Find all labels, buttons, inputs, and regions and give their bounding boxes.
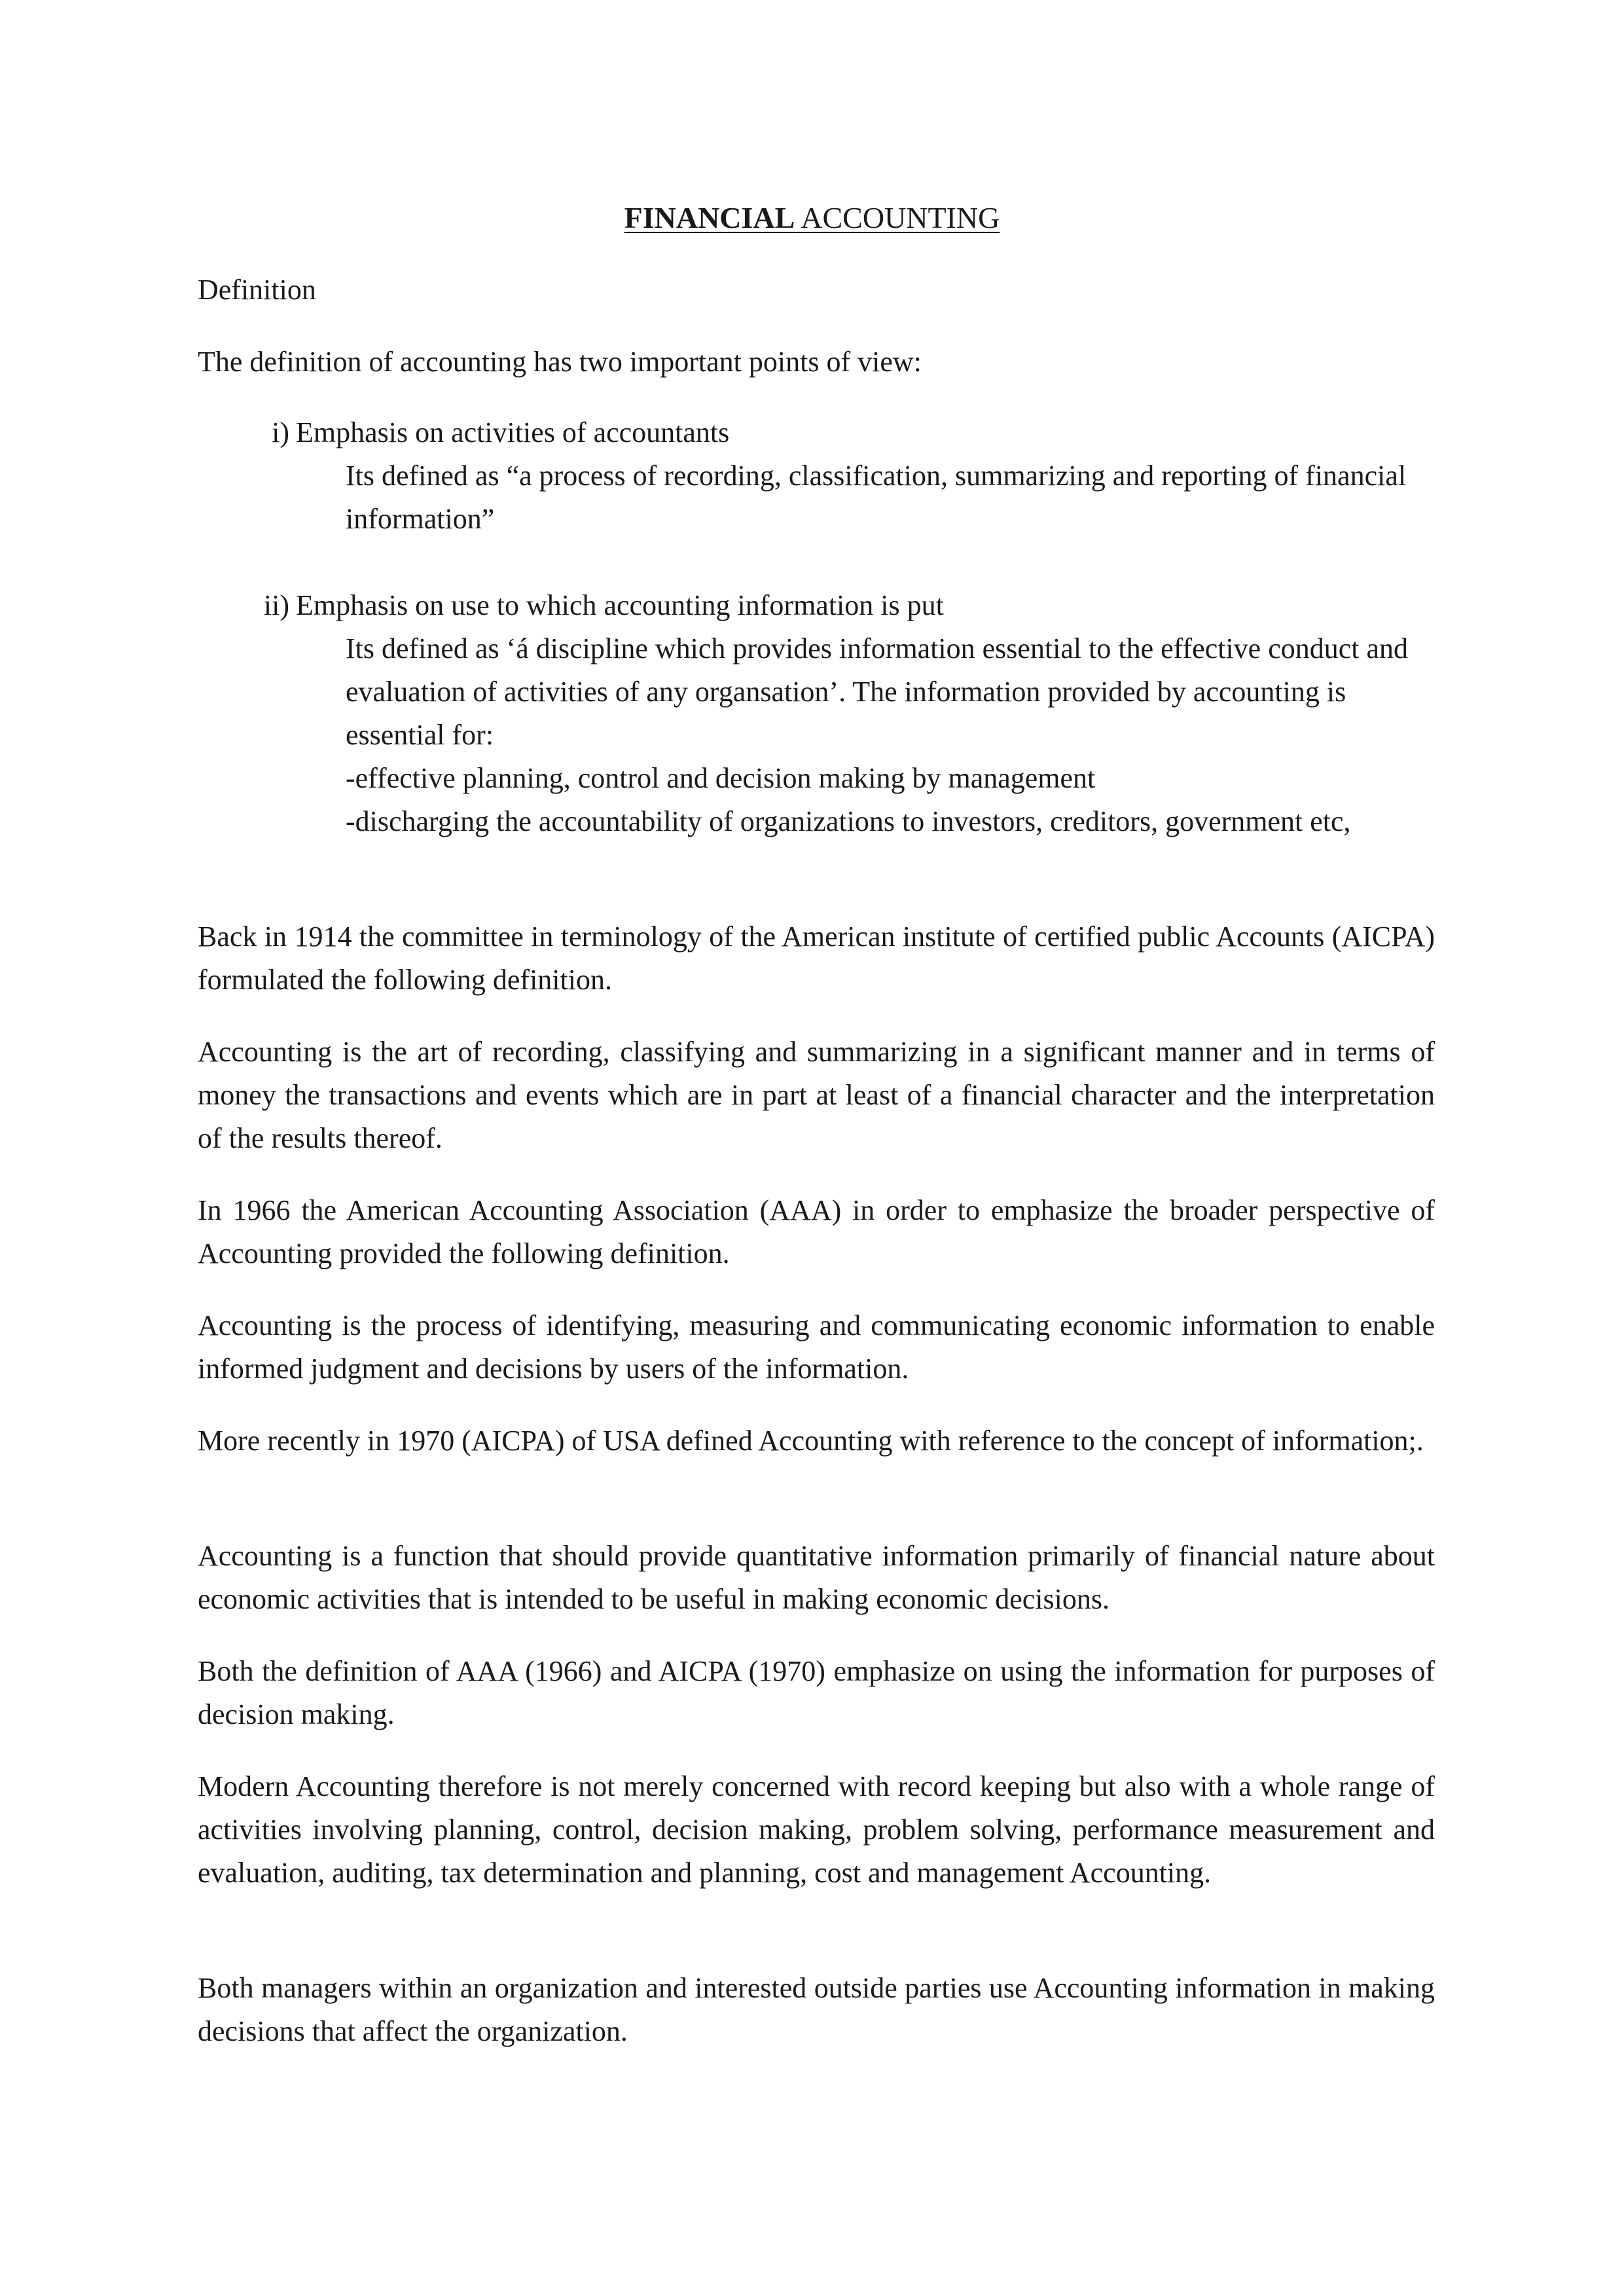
page-title (0, 196, 1624, 240)
intro-paragraph: The definition of accounting has two important points of view: (198, 346, 922, 378)
body-paragraph: Back in 1914 the committee in terminology of the American institute of certified public Accounts (AICPA) formulated the following definition. (198, 920, 1435, 996)
list-marker-2: ii) (263, 589, 289, 621)
body-paragraph: Accounting is the process of identifying, measuring and communicating economic information to enable informed judgment and decisions by users of the information. (198, 1309, 1435, 1385)
list-item-2-line: -discharging the accountability of organizations to investors, creditors, government etc, (346, 805, 1351, 837)
list-item-2-heading: Emphasis on use to which accounting information is put (296, 589, 944, 621)
body-paragraph: More recently in 1970 (AICPA) of USA defined Accounting with reference to the concept of information;. (198, 1425, 1424, 1457)
body-paragraph: Accounting is a function that should provide quantitative information primarily of financial nature about economic activities that is intended to be useful in making economic decisions. (198, 1540, 1435, 1615)
list-item-2-line: Its defined as ‘á discipline which provides information essential to the effective conduct and evaluation of activities of any organsation’. The information provided by accounting is essential for: (346, 632, 1409, 751)
title-bold-part: FINANCIAL (624, 201, 795, 234)
list-marker-1: i) (272, 416, 289, 448)
body-paragraph: Both the definition of AAA (1966) and AICPA (1970) emphasize on using the information for purposes of decision making. (198, 1655, 1435, 1730)
body-paragraph: Modern Accounting therefore is not merely concerned with record keeping but also with a whole range of activities involving planning, control, decision making, problem solving, performance measurement and evaluation, auditing, tax determination and planning, cost and management Accounting. (198, 1770, 1435, 1889)
list-item-1-heading: Emphasis on activities of accountants (296, 416, 730, 448)
list-item-2-line: -effective planning, control and decision making by management (346, 762, 1096, 794)
body-paragraph: Both managers within an organization and interested outside parties use Accounting information in making decisions that affect the organization. (198, 1972, 1435, 2047)
body-paragraph: Accounting is the art of recording, classifying and summarizing in a significant manner and in terms of money the transactions and events which are in part at least of a financial character and the interpretation of the results thereof. (198, 1036, 1435, 1154)
list-item-2-body (346, 627, 1435, 843)
title-rest-part: ACCOUNTING (795, 201, 1000, 234)
body-paragraph: In 1966 the American Accounting Association (AAA) in order to emphasize the broader perspective of Accounting provided the following definition. (198, 1194, 1435, 1269)
list-item-1-body (346, 454, 1435, 541)
section-heading: Definition (198, 274, 316, 306)
list-item-1-line: Its defined as “a process of recording, classification, summarizing and reporting of financial information” (346, 460, 1407, 535)
